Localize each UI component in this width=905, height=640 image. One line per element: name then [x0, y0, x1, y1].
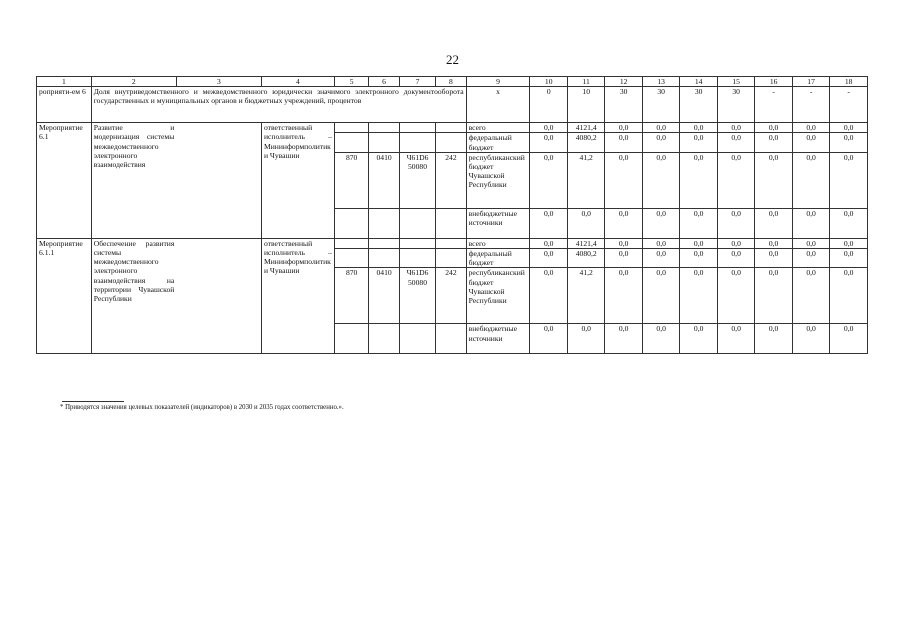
funding-value: 0,0: [680, 238, 717, 248]
header-cell: 6: [369, 77, 399, 87]
funding-value: 0,0: [530, 249, 567, 268]
indicator-value: 30: [717, 87, 754, 123]
empty-cell: [436, 249, 466, 268]
indicator-row: [37, 87, 868, 123]
funding-value: 0,0: [642, 268, 679, 324]
funding-value: 0,0: [567, 208, 604, 238]
executor: ответственный исполнитель – Мининформполитики Чувашии: [261, 238, 334, 354]
funding-value: 0,0: [642, 238, 679, 248]
header-cell: 14: [680, 77, 717, 87]
indicator-value: 30: [642, 87, 679, 123]
funding-value: 4080,2: [567, 133, 604, 152]
funding-value: 41,2: [567, 268, 604, 324]
funding-value: 0,0: [530, 208, 567, 238]
empty-cell: [399, 238, 435, 248]
program-table: [36, 76, 868, 354]
empty-cell: [369, 123, 399, 133]
funding-value: 0,0: [755, 249, 792, 268]
empty-cell: [369, 324, 399, 354]
funding-value: 0,0: [680, 249, 717, 268]
funding-value: 0,0: [680, 133, 717, 152]
indicator-value: 0: [530, 87, 567, 123]
empty-cell: [399, 208, 435, 238]
funding-value: 0,0: [530, 133, 567, 152]
empty-cell: [334, 249, 368, 268]
funding-value: 4080,2: [567, 249, 604, 268]
funding-value: 0,0: [792, 238, 829, 248]
funding-value: 0,0: [680, 324, 717, 354]
funding-value: 0,0: [605, 324, 642, 354]
funding-value: 0,0: [642, 133, 679, 152]
code-grbs: 870: [334, 268, 368, 324]
funding-value: 0,0: [792, 152, 829, 208]
empty-cell: [176, 238, 261, 354]
funding-value: 0,0: [830, 238, 868, 248]
funding-value: 0,0: [755, 208, 792, 238]
header-cell: 5: [334, 77, 368, 87]
empty-cell: [369, 208, 399, 238]
funding-value: 0,0: [605, 123, 642, 133]
funding-value: 0,0: [530, 324, 567, 354]
page-number: 22: [446, 52, 459, 67]
empty-cell: [436, 238, 466, 248]
funding-value: 0,0: [755, 324, 792, 354]
funding-value: 4121,4: [567, 123, 604, 133]
funding-value: 0,0: [680, 123, 717, 133]
funding-row: [37, 238, 868, 248]
indicator-value: 10: [567, 87, 604, 123]
funding-source: всего: [466, 238, 530, 248]
empty-cell: [176, 123, 261, 239]
funding-value: 4121,4: [567, 238, 604, 248]
funding-value: 0,0: [605, 208, 642, 238]
code-grbs: 870: [334, 152, 368, 208]
header-cell: 15: [717, 77, 754, 87]
funding-value: 0,0: [830, 249, 868, 268]
funding-value: 0,0: [755, 238, 792, 248]
header-cell: 4: [261, 77, 334, 87]
code-section: 0410: [369, 268, 399, 324]
funding-value: 0,0: [830, 208, 868, 238]
header-cell: 16: [755, 77, 792, 87]
code-section: 0410: [369, 152, 399, 208]
code-target: Ч61D6 50080: [399, 152, 435, 208]
funding-value: 0,0: [530, 238, 567, 248]
empty-cell: [369, 133, 399, 152]
empty-cell: [369, 238, 399, 248]
funding-value: 0,0: [755, 123, 792, 133]
funding-row: [37, 123, 868, 133]
funding-value: 0,0: [830, 268, 868, 324]
empty-cell: [399, 123, 435, 133]
empty-cell: [334, 208, 368, 238]
funding-value: 0,0: [642, 249, 679, 268]
funding-value: 0,0: [680, 152, 717, 208]
funding-value: 0,0: [755, 133, 792, 152]
funding-value: 0,0: [792, 123, 829, 133]
header-cell: 2: [91, 77, 176, 87]
funding-value: 0,0: [792, 268, 829, 324]
funding-value: 0,0: [792, 208, 829, 238]
indicator-value: 30: [605, 87, 642, 123]
funding-value: 0,0: [792, 249, 829, 268]
event-label: Мероприятие 6.1.1: [37, 238, 92, 354]
event-name: Обеспечение развития системы межведомственного электронного взаимодействия на территории Чувашской Республики: [91, 238, 176, 354]
funding-value: 0,0: [567, 324, 604, 354]
funding-value: 0,0: [605, 152, 642, 208]
funding-source: федеральный бюджет: [466, 133, 530, 152]
empty-cell: [436, 123, 466, 133]
empty-cell: [436, 324, 466, 354]
funding-value: 0,0: [717, 238, 754, 248]
funding-value: 0,0: [717, 249, 754, 268]
funding-value: 0,0: [717, 152, 754, 208]
header-cell: 7: [399, 77, 435, 87]
header-cell: 1: [37, 77, 92, 87]
funding-value: 0,0: [717, 133, 754, 152]
funding-value: 0,0: [530, 268, 567, 324]
funding-value: 0,0: [717, 268, 754, 324]
indicator-text: Доля внутриведомственного и межведомственного юридически значимого электронного документооборота государственных и муниципальных органов и бюджетных учреждений, процентов: [91, 87, 466, 123]
header-cell: 17: [792, 77, 829, 87]
header-cell: 18: [830, 77, 868, 87]
funding-value: 0,0: [642, 123, 679, 133]
funding-value: 0,0: [830, 123, 868, 133]
funding-value: 0,0: [530, 152, 567, 208]
footnote: * Приводятся значения целевых показателей (индикаторов) в 2030 и 2035 годах соответственно.».: [60, 404, 344, 411]
indicator-col9: x: [466, 87, 530, 123]
funding-value: 0,0: [830, 152, 868, 208]
funding-value: 0,0: [717, 324, 754, 354]
empty-cell: [369, 249, 399, 268]
funding-value: 0,0: [605, 249, 642, 268]
code-expense: 242: [436, 268, 466, 324]
empty-cell: [399, 249, 435, 268]
funding-source: федеральный бюджет: [466, 249, 530, 268]
indicator-value: -: [792, 87, 829, 123]
executor: ответственный исполнитель – Мининформполитики Чувашии: [261, 123, 334, 239]
funding-value: 0,0: [755, 152, 792, 208]
funding-value: 0,0: [605, 268, 642, 324]
header-cell: 13: [642, 77, 679, 87]
funding-value: 0,0: [792, 324, 829, 354]
header-row: [37, 77, 868, 87]
header-cell: 12: [605, 77, 642, 87]
event-label: Мероприятие 6.1: [37, 123, 92, 239]
funding-source: республиканский бюджет Чувашской Республики: [466, 268, 530, 324]
header-cell: 9: [466, 77, 530, 87]
funding-value: 0,0: [717, 208, 754, 238]
indicator-value: -: [755, 87, 792, 123]
funding-value: 0,0: [830, 324, 868, 354]
empty-cell: [334, 324, 368, 354]
funding-value: 0,0: [605, 238, 642, 248]
empty-cell: [334, 133, 368, 152]
empty-cell: [399, 324, 435, 354]
funding-source: республиканский бюджет Чувашской Республики: [466, 152, 530, 208]
funding-value: 0,0: [680, 268, 717, 324]
header-cell: 8: [436, 77, 466, 87]
funding-source: всего: [466, 123, 530, 133]
funding-value: 0,0: [717, 123, 754, 133]
event-name: Развитие и модернизация системы межведомственного электронного взаимодействия: [91, 123, 176, 239]
code-expense: 242: [436, 152, 466, 208]
funding-value: 0,0: [642, 208, 679, 238]
indicator-value: 30: [680, 87, 717, 123]
funding-value: 0,0: [642, 152, 679, 208]
funding-value: 0,0: [792, 133, 829, 152]
funding-value: 0,0: [830, 133, 868, 152]
code-target: Ч61D6 50080: [399, 268, 435, 324]
indicator-label: роприяти-ем 6: [37, 87, 92, 123]
empty-cell: [399, 133, 435, 152]
funding-source: внебюджетные источники: [466, 324, 530, 354]
empty-cell: [334, 123, 368, 133]
indicator-value: -: [830, 87, 868, 123]
funding-value: 0,0: [680, 208, 717, 238]
funding-value: 41,2: [567, 152, 604, 208]
funding-source: внебюджетные источники: [466, 208, 530, 238]
funding-value: 0,0: [605, 133, 642, 152]
empty-cell: [436, 133, 466, 152]
funding-value: 0,0: [530, 123, 567, 133]
empty-cell: [436, 208, 466, 238]
empty-cell: [334, 238, 368, 248]
header-cell: 3: [176, 77, 261, 87]
footnote-rule: [62, 401, 124, 402]
funding-value: 0,0: [755, 268, 792, 324]
header-cell: 10: [530, 77, 567, 87]
header-cell: 11: [567, 77, 604, 87]
funding-value: 0,0: [642, 324, 679, 354]
